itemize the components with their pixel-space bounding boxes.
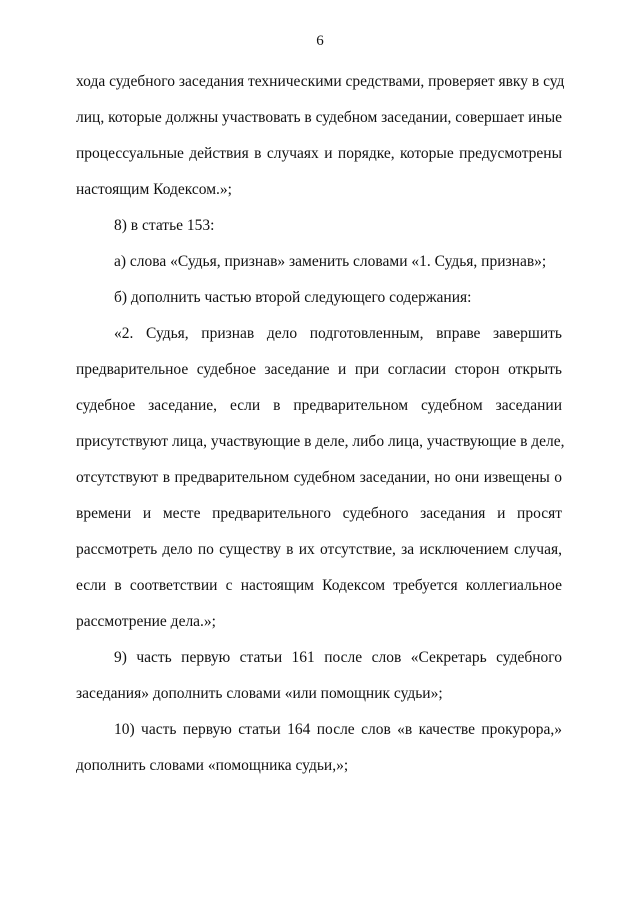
text-line: хода судебного заседания техническими средствами, проверяет явку в суд (76, 73, 565, 90)
text-line: 9) часть первую статьи 161 после слов «Секретарь судебного (114, 649, 562, 666)
text-line: если в соответствии с настоящим Кодексом требуется коллегиальное (76, 577, 562, 594)
text-line: «2. Судья, признав дело подготовленным, вправе завершить (114, 325, 562, 342)
text-line: дополнить словами «помощника судьи,»; (76, 757, 349, 774)
text-line: присутствуют лица, участвующие в деле, либо лица, участвующие в деле, (76, 433, 565, 450)
document-body (76, 71, 565, 791)
text-line: процессуальные действия в случаях и порядке, которые предусмотрены (76, 145, 562, 162)
paragraph (76, 719, 562, 777)
paragraph (76, 323, 565, 633)
paragraph (76, 215, 562, 237)
text-line: настоящим Кодексом.»; (76, 181, 232, 198)
paragraph (76, 71, 565, 201)
paragraph (76, 647, 562, 705)
text-line: лиц, которые должны участвовать в судебном заседании, совершает иные (76, 109, 563, 126)
paragraph (76, 287, 562, 309)
page-number: 6 (316, 33, 324, 49)
text-line: отсутствуют в предварительном судебном заседании, но они извещены о (76, 469, 562, 486)
text-line: заседания» дополнить словами «или помощник судьи»; (76, 685, 443, 702)
paragraph (76, 251, 562, 273)
text-line: рассмотреть дело по существу в их отсутствие, за исключением случая, (76, 541, 562, 558)
text-line: судебное заседание, если в предварительном судебном заседании (76, 397, 562, 414)
text-line: 8) в статье 153: (114, 217, 215, 234)
text-line: времени и месте предварительного судебного заседания и просят (76, 505, 562, 522)
text-line: б) дополнить частью второй следующего содержания: (114, 289, 472, 306)
text-line: 10) часть первую статьи 164 после слов «в качестве прокурора,» (114, 721, 562, 738)
text-line: рассмотрение дела.»; (76, 613, 216, 630)
text-line: предварительное судебное заседание и при согласии сторон открыть (76, 361, 562, 378)
text-line: а) слова «Судья, признав» заменить словами «1. Судья, признав»; (114, 253, 547, 270)
